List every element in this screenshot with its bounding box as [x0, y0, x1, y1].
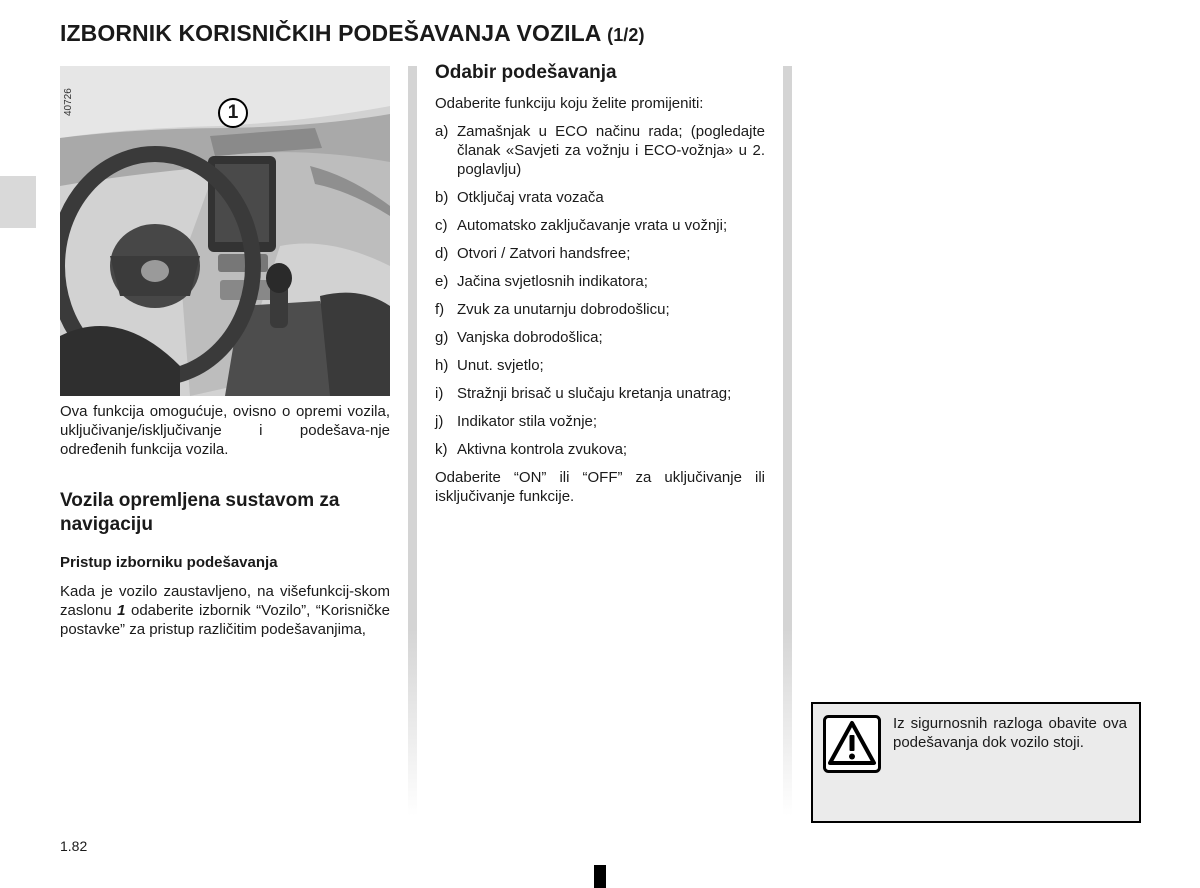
list-text: Jačina svjetlosnih indikatora;	[457, 273, 648, 290]
list-text: Automatsko zaključavanje vrata u vožnji;	[457, 217, 728, 234]
list-text: Indikator stila vožnje;	[457, 413, 598, 430]
list-item	[435, 300, 765, 319]
list-letter: g)	[435, 329, 449, 346]
list-item	[435, 440, 765, 459]
page-number: 1.82	[60, 838, 88, 854]
intro-paragraph: Ova funkcija omogućuje, ovisno o opremi vozila, uključivanje/isključivanje i podešava-nje određenih funkcija vozila.	[60, 403, 390, 458]
list-text: Zvuk za unutarnju dobrodošlicu;	[457, 301, 670, 318]
list-letter: e)	[435, 273, 449, 290]
screen-reference: 1	[117, 602, 126, 619]
access-text-part: odaberite izbornik “Vozilo”, “Korisničke postavke” za pristup različitim podešavanjima,	[60, 602, 390, 638]
warning-text: Iz sigurnosnih razloga obavite ova podešavanja dok vozilo stoji.	[893, 715, 1127, 751]
list-item	[435, 216, 765, 235]
column-divider	[408, 66, 417, 816]
list-item	[435, 188, 765, 207]
list-item	[435, 272, 765, 291]
list-text: Stražnji brisač u slučaju kretanja unatrag;	[457, 385, 732, 402]
column-divider	[783, 66, 792, 816]
access-text-part: Kada je vozilo zaustavljeno, na višefunkcij-skom zaslonu	[60, 583, 390, 619]
figure-code: 40726	[63, 88, 74, 116]
list-letter: k)	[435, 441, 448, 458]
page-title	[60, 20, 645, 47]
list-item	[435, 356, 765, 375]
list-item	[435, 244, 765, 263]
list-item	[435, 328, 765, 347]
settings-outro: Odaberite “ON” ili “OFF” za uključivanje ili isključivanje funkcije.	[435, 469, 765, 505]
callout-marker: 1	[218, 98, 248, 128]
settings-heading: Odabir podešavanja	[435, 62, 617, 83]
list-item	[435, 384, 765, 403]
navigation-heading: Vozila opremljena sustavom za navigaciju	[60, 490, 340, 535]
list-letter: i)	[435, 385, 444, 402]
list-text: Otključaj vrata vozača	[457, 189, 604, 206]
list-text: Aktivna kontrola zvukova;	[457, 441, 628, 458]
page-title-part: (1/2)	[607, 25, 645, 45]
list-letter: j)	[435, 413, 444, 430]
list-text: Unut. svjetlo;	[457, 357, 544, 374]
warning-box	[811, 702, 1141, 823]
list-item	[435, 412, 765, 431]
list-letter: a)	[435, 123, 449, 140]
list-text: Vanjska dobrodošlica;	[457, 329, 603, 346]
access-paragraph	[60, 582, 390, 639]
list-text: Zamašnjak u ECO načinu rada; (pogledajte članak «Savjeti za vožnju i ECO-vožnja» u 2. poglavlju)	[457, 123, 765, 178]
list-text: Otvori / Zatvori handsfree;	[457, 245, 631, 262]
access-heading: Pristup izborniku podešavanja	[60, 554, 278, 571]
list-letter: f)	[435, 301, 445, 318]
edge-marker	[594, 865, 606, 888]
list-item	[435, 122, 765, 179]
settings-column	[435, 60, 765, 506]
list-letter: d)	[435, 245, 449, 262]
list-letter: h)	[435, 357, 449, 374]
warning-icon	[823, 715, 881, 773]
page-title-text: IZBORNIK KORISNIČKIH PODEŠAVANJA VOZILA	[60, 20, 601, 46]
list-letter: b)	[435, 189, 449, 206]
settings-intro: Odaberite funkciju koju želite promijeniti:	[435, 95, 704, 112]
list-letter: c)	[435, 217, 448, 234]
settings-list	[435, 122, 765, 459]
chapter-tab	[0, 176, 36, 228]
